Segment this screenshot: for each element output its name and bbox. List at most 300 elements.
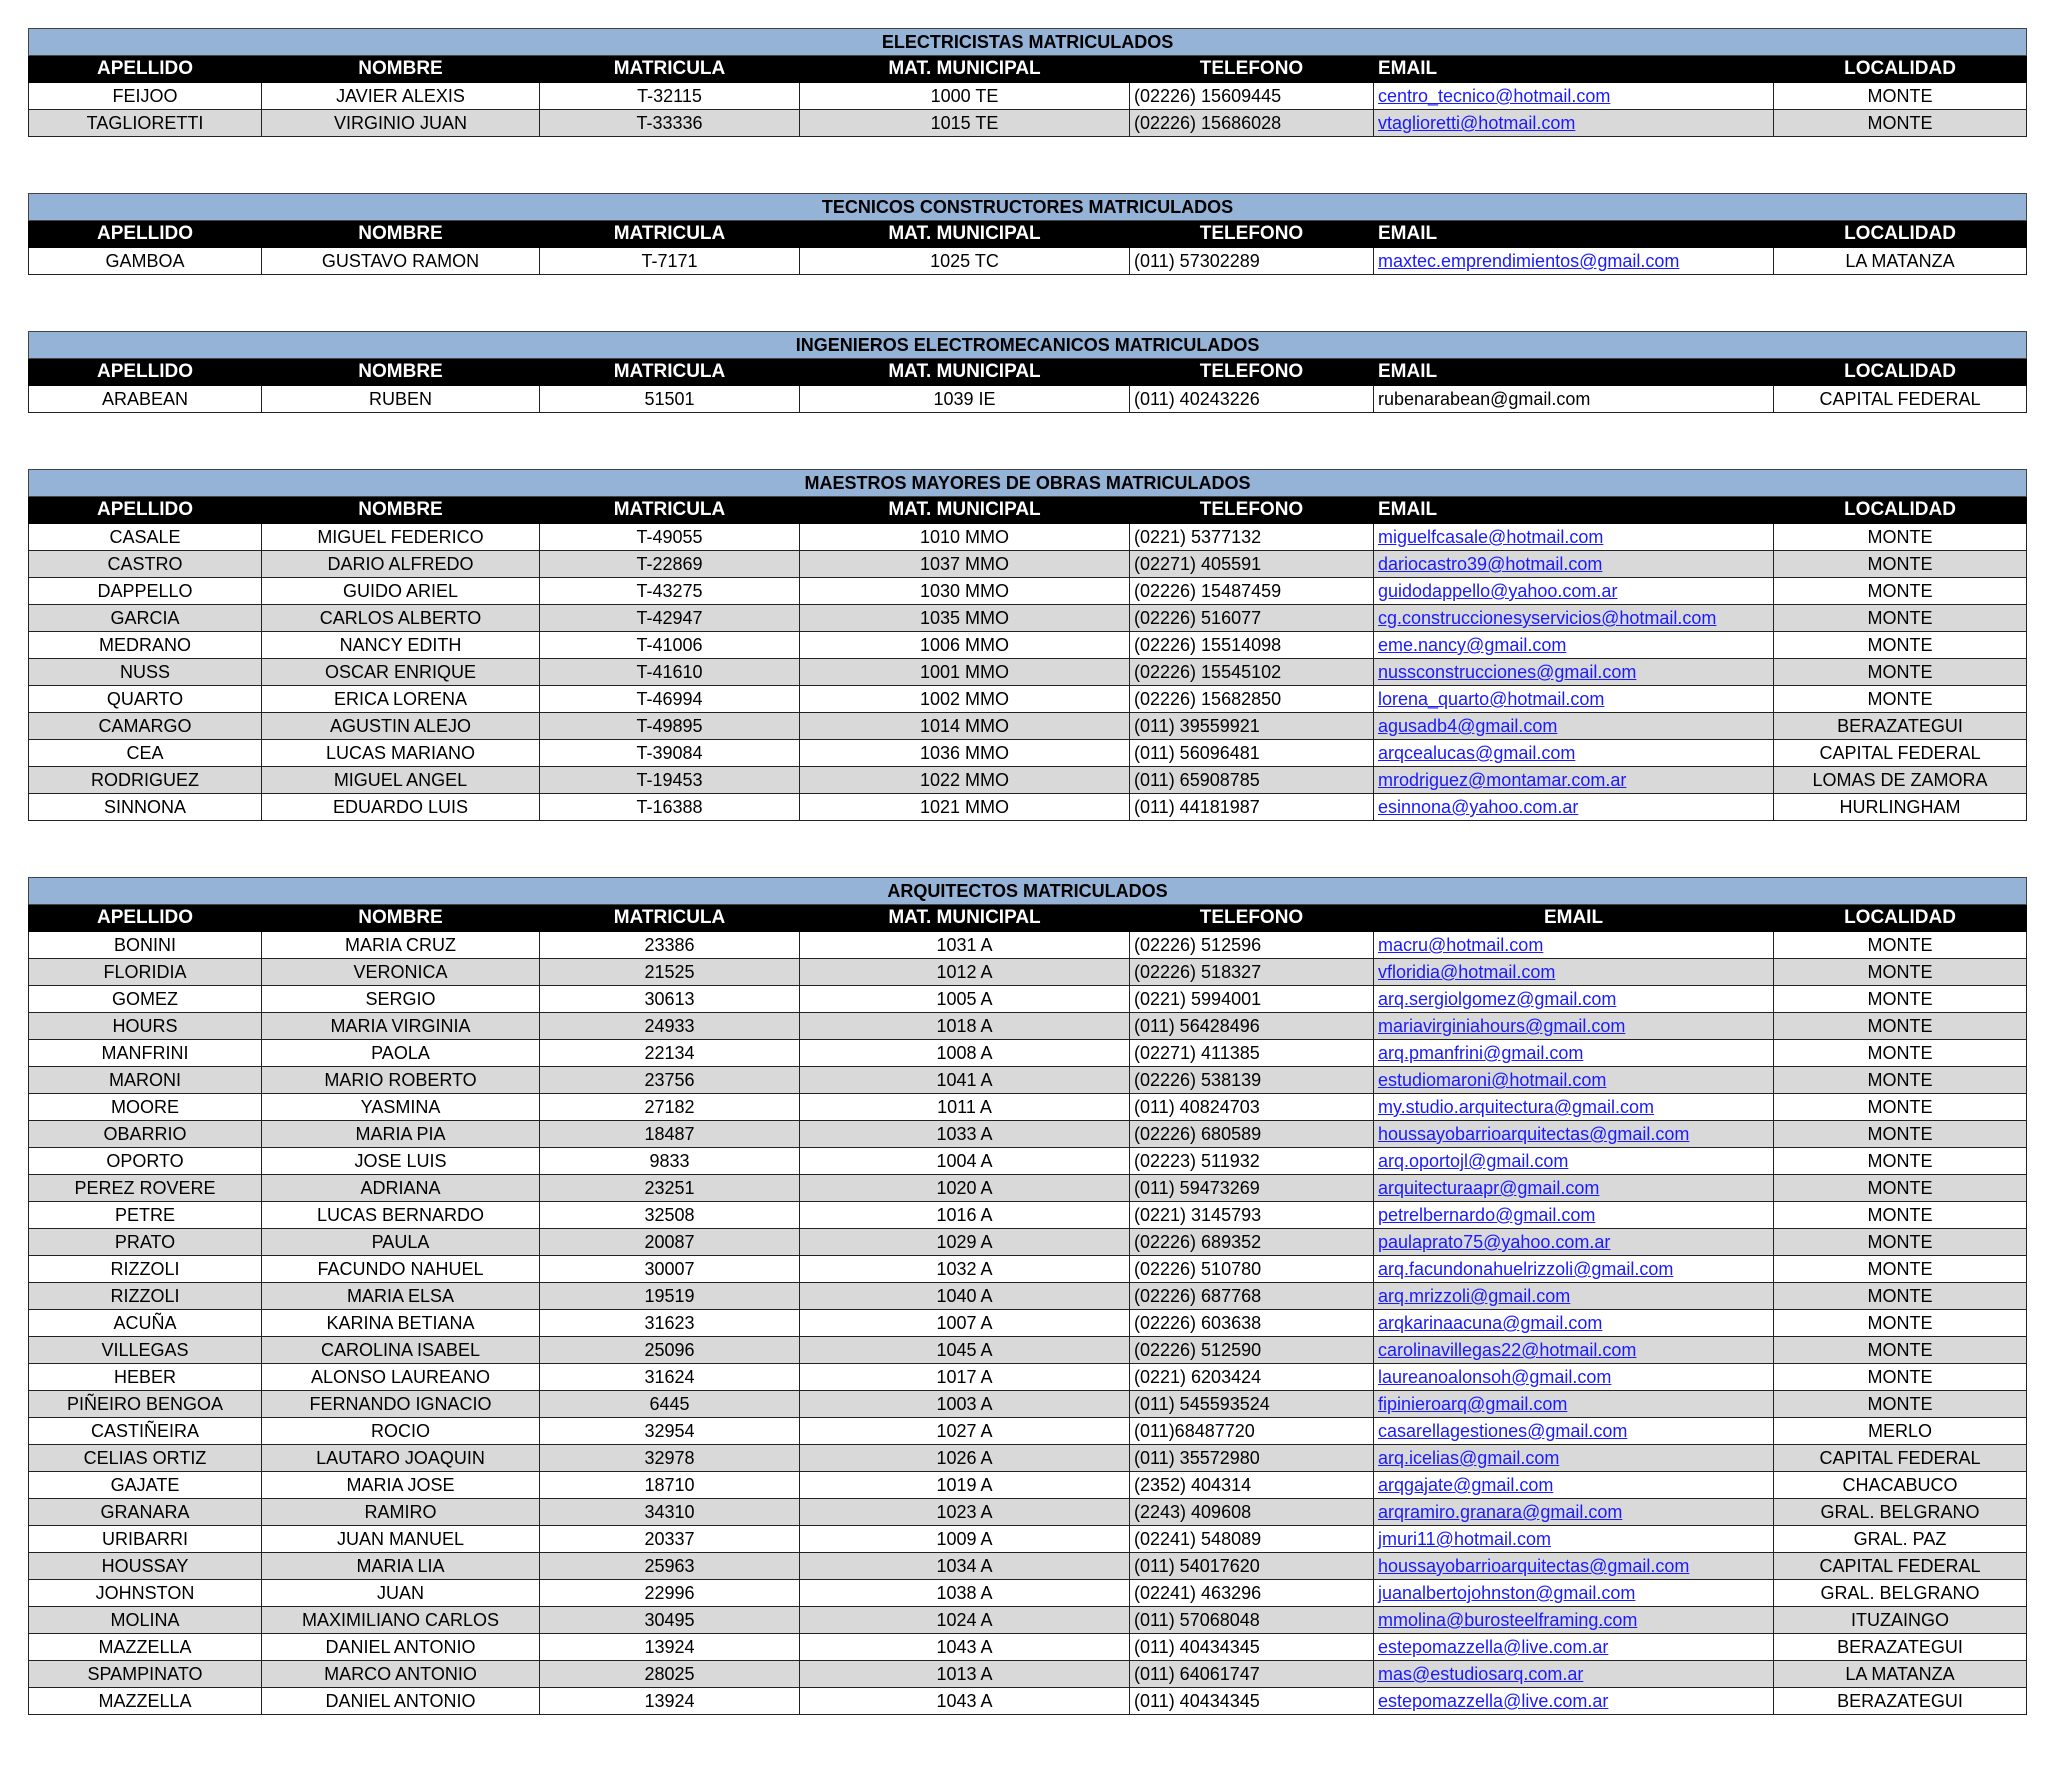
email-cell [1374,551,1774,578]
cell-apellido: MANFRINI [29,1040,262,1067]
cell-localidad: BERAZATEGUI [1774,1634,2027,1661]
cell-matricula: T-42947 [540,605,800,632]
cell-nombre: LUCAS BERNARDO [262,1202,540,1229]
cell-matricula: 20087 [540,1229,800,1256]
table-row [29,1661,2027,1688]
cell-nombre: FACUNDO NAHUEL [262,1256,540,1283]
table-row [29,1553,2027,1580]
email-cell [1374,1040,1774,1067]
email-link[interactable]: my.studio.arquitectura@gmail.com [1378,1097,1655,1117]
table-row [29,551,2027,578]
cell-nombre: PAULA [262,1229,540,1256]
email-cell [1374,248,1774,275]
column-header-matricula: MATRICULA [540,497,800,524]
cell-matricula: 22996 [540,1580,800,1607]
table-row [29,1283,2027,1310]
cell-matricula: T-7171 [540,248,800,275]
email-link[interactable]: arq.icelias@gmail.com [1378,1448,1560,1468]
cell-mat-municipal: 1024 A [800,1607,1130,1634]
cell-apellido: VILLEGAS [29,1337,262,1364]
cell-telefono: (02226) 689352 [1130,1229,1374,1256]
email-link[interactable]: nussconstrucciones@gmail.com [1378,662,1637,682]
column-header-nombre: NOMBRE [262,497,540,524]
cell-mat-municipal: 1021 MMO [800,794,1130,821]
cell-matricula: 34310 [540,1499,800,1526]
cell-telefono: (011) 57302289 [1130,248,1374,275]
cell-apellido: HOUSSAY [29,1553,262,1580]
cell-matricula: 23386 [540,932,800,959]
cell-apellido: CASTRO [29,551,262,578]
cell-matricula: 19519 [540,1283,800,1310]
cell-localidad: MONTE [1774,1202,2027,1229]
cell-apellido: DAPPELLO [29,578,262,605]
email-link[interactable]: mariavirginiahours@gmail.com [1378,1016,1626,1036]
column-header-telefono: TELEFONO [1130,56,1374,83]
table-row [29,740,2027,767]
email-link[interactable]: juanalbertojohnston@gmail.com [1378,1583,1636,1603]
cell-apellido: TAGLIORETTI [29,110,262,137]
column-header-localidad: LOCALIDAD [1774,905,2027,932]
registry-table [28,28,2027,137]
cell-mat-municipal: 1031 A [800,932,1130,959]
column-header-apellido: APELLIDO [29,359,262,386]
cell-mat-municipal: 1027 A [800,1418,1130,1445]
cell-matricula: T-46994 [540,686,800,713]
cell-telefono: (02226) 512590 [1130,1337,1374,1364]
cell-nombre: JAVIER ALEXIS [262,83,540,110]
cell-mat-municipal: 1033 A [800,1121,1130,1148]
email-link[interactable]: dariocastro39@hotmail.com [1378,554,1603,574]
cell-telefono: (02226) 680589 [1130,1121,1374,1148]
cell-mat-municipal: 1035 MMO [800,605,1130,632]
email-cell [1374,1472,1774,1499]
cell-telefono: (011) 64061747 [1130,1661,1374,1688]
cell-apellido: GAMBOA [29,248,262,275]
cell-apellido: OBARRIO [29,1121,262,1148]
email-cell [1374,1445,1774,1472]
email-link[interactable]: macru@hotmail.com [1378,935,1544,955]
email-link[interactable]: houssayobarrioarquitectas@gmail.com [1378,1124,1690,1144]
column-header-apellido: APELLIDO [29,905,262,932]
cell-matricula: 24933 [540,1013,800,1040]
cell-apellido: SINNONA [29,794,262,821]
cell-nombre: KARINA BETIANA [262,1310,540,1337]
cell-mat-municipal: 1015 TE [800,110,1130,137]
cell-localidad: MONTE [1774,1337,2027,1364]
cell-localidad: MONTE [1774,605,2027,632]
cell-mat-municipal: 1032 A [800,1256,1130,1283]
email-link[interactable]: paulaprato75@yahoo.com.ar [1378,1232,1611,1252]
email-cell [1374,794,1774,821]
cell-matricula: 13924 [540,1688,800,1715]
cell-localidad: MONTE [1774,1040,2027,1067]
cell-apellido: MOORE [29,1094,262,1121]
column-header-email: EMAIL [1374,359,1774,386]
cell-localidad: CHACABUCO [1774,1472,2027,1499]
cell-matricula: T-19453 [540,767,800,794]
cell-localidad: MONTE [1774,959,2027,986]
table-row [29,986,2027,1013]
cell-localidad: GRAL. BELGRANO [1774,1580,2027,1607]
cell-matricula: 31623 [540,1310,800,1337]
cell-localidad: MONTE [1774,83,2027,110]
cell-telefono: (011) 56096481 [1130,740,1374,767]
cell-telefono: (011) 39559921 [1130,713,1374,740]
email-link[interactable]: arqkarinaacuna@gmail.com [1378,1313,1603,1333]
table-row [29,83,2027,110]
table-row [29,1337,2027,1364]
cell-nombre: MARIA ELSA [262,1283,540,1310]
email-link[interactable]: arq.oportojl@gmail.com [1378,1151,1569,1171]
column-header-nombre: NOMBRE [262,905,540,932]
table-row [29,713,2027,740]
cell-nombre: JOSE LUIS [262,1148,540,1175]
email-link[interactable]: arqgajate@gmail.com [1378,1475,1554,1495]
cell-localidad: MONTE [1774,1256,2027,1283]
cell-localidad: BERAZATEGUI [1774,1688,2027,1715]
column-header-matricula: MATRICULA [540,905,800,932]
cell-telefono: (2243) 409608 [1130,1499,1374,1526]
cell-telefono: (02226) 512596 [1130,932,1374,959]
cell-matricula: 18710 [540,1472,800,1499]
cell-telefono: (0221) 3145793 [1130,1202,1374,1229]
cell-telefono: (02226) 603638 [1130,1310,1374,1337]
cell-nombre: ALONSO LAUREANO [262,1364,540,1391]
email-cell [1374,605,1774,632]
email-link[interactable]: esinnona@yahoo.com.ar [1378,797,1579,817]
email-link[interactable]: arq.facundonahuelrizzoli@gmail.com [1378,1259,1674,1279]
email-link[interactable]: arqcealucas@gmail.com [1378,743,1576,763]
cell-localidad: MONTE [1774,1175,2027,1202]
column-header-telefono: TELEFONO [1130,359,1374,386]
cell-telefono: (011) 545593524 [1130,1391,1374,1418]
table-row [29,1445,2027,1472]
section-title: ARQUITECTOS MATRICULADOS [29,878,2027,905]
email-link[interactable]: estepomazzella@live.com.ar [1378,1637,1609,1657]
cell-nombre: JUAN [262,1580,540,1607]
email-cell [1374,659,1774,686]
email-link[interactable]: petrelbernardo@gmail.com [1378,1205,1596,1225]
cell-matricula: 22134 [540,1040,800,1067]
email-link[interactable]: lorena_quarto@hotmail.com [1378,689,1605,709]
cell-telefono: (02226) 516077 [1130,605,1374,632]
column-header-email: EMAIL [1374,56,1774,83]
cell-apellido: CASALE [29,524,262,551]
email-cell [1374,386,1774,413]
column-header-apellido: APELLIDO [29,497,262,524]
email-link[interactable]: cg.construccionesyservicios@hotmail.com [1378,608,1717,628]
table-row [29,248,2027,275]
email-link[interactable]: estepomazzella@live.com.ar [1378,1691,1609,1711]
cell-nombre: MARIA JOSE [262,1472,540,1499]
table-row [29,659,2027,686]
table-row [29,1607,2027,1634]
cell-telefono: (02226) 15514098 [1130,632,1374,659]
cell-localidad: CAPITAL FEDERAL [1774,1553,2027,1580]
table-row [29,1499,2027,1526]
email-cell [1374,1688,1774,1715]
cell-localidad: LOMAS DE ZAMORA [1774,767,2027,794]
cell-matricula: 51501 [540,386,800,413]
email-cell [1374,632,1774,659]
cell-nombre: VERONICA [262,959,540,986]
email-cell [1374,1202,1774,1229]
email-cell [1374,110,1774,137]
cell-nombre: VIRGINIO JUAN [262,110,540,137]
cell-nombre: JUAN MANUEL [262,1526,540,1553]
email-cell [1374,524,1774,551]
cell-matricula: 23756 [540,1067,800,1094]
cell-localidad: MONTE [1774,659,2027,686]
cell-matricula: 21525 [540,959,800,986]
email-link[interactable]: houssayobarrioarquitectas@gmail.com [1378,1556,1690,1576]
cell-telefono: (0221) 5994001 [1130,986,1374,1013]
cell-telefono: (02226) 15545102 [1130,659,1374,686]
table-row [29,932,2027,959]
cell-matricula: 30495 [540,1607,800,1634]
email-cell [1374,1391,1774,1418]
cell-localidad: MONTE [1774,1148,2027,1175]
cell-apellido: SPAMPINATO [29,1661,262,1688]
cell-nombre: PAOLA [262,1040,540,1067]
cell-localidad: MONTE [1774,524,2027,551]
cell-telefono: (02241) 548089 [1130,1526,1374,1553]
cell-telefono: (02226) 15686028 [1130,110,1374,137]
cell-localidad: GRAL. BELGRANO [1774,1499,2027,1526]
email-link[interactable]: laureanoalonsoh@gmail.com [1378,1367,1612,1387]
cell-nombre: NANCY EDITH [262,632,540,659]
cell-mat-municipal: 1011 A [800,1094,1130,1121]
cell-nombre: ADRIANA [262,1175,540,1202]
cell-mat-municipal: 1043 A [800,1634,1130,1661]
cell-nombre: GUSTAVO RAMON [262,248,540,275]
table-row [29,1526,2027,1553]
cell-telefono: (02226) 15609445 [1130,83,1374,110]
email-cell [1374,1418,1774,1445]
table-row [29,524,2027,551]
cell-apellido: FLORIDIA [29,959,262,986]
cell-matricula: 27182 [540,1094,800,1121]
cell-localidad: GRAL. PAZ [1774,1526,2027,1553]
email-link[interactable]: miguelfcasale@hotmail.com [1378,527,1604,547]
email-cell [1374,1553,1774,1580]
cell-nombre: MARCO ANTONIO [262,1661,540,1688]
cell-localidad: MONTE [1774,1121,2027,1148]
cell-nombre: DARIO ALFREDO [262,551,540,578]
cell-nombre: DANIEL ANTONIO [262,1634,540,1661]
cell-nombre: OSCAR ENRIQUE [262,659,540,686]
cell-localidad: MONTE [1774,1094,2027,1121]
cell-nombre: RUBEN [262,386,540,413]
cell-nombre: CARLOS ALBERTO [262,605,540,632]
table-row [29,1067,2027,1094]
cell-apellido: PIÑEIRO BENGOA [29,1391,262,1418]
cell-matricula: 20337 [540,1526,800,1553]
email-link[interactable]: agusadb4@gmail.com [1378,716,1558,736]
email-cell [1374,1310,1774,1337]
cell-nombre: MARIA LIA [262,1553,540,1580]
email-link[interactable]: fipinieroarq@gmail.com [1378,1394,1568,1414]
email-link[interactable]: mas@estudiosarq.com.ar [1378,1664,1584,1684]
cell-localidad: MONTE [1774,578,2027,605]
table-row [29,1256,2027,1283]
section-title: MAESTROS MAYORES DE OBRAS MATRICULADOS [29,470,2027,497]
cell-telefono: (011)68487720 [1130,1418,1374,1445]
cell-apellido: HOURS [29,1013,262,1040]
table-row [29,794,2027,821]
cell-localidad: MERLO [1774,1418,2027,1445]
email-link[interactable]: vfloridia@hotmail.com [1378,962,1556,982]
cell-apellido: NUSS [29,659,262,686]
cell-apellido: MAZZELLA [29,1634,262,1661]
cell-apellido: OPORTO [29,1148,262,1175]
cell-localidad: MONTE [1774,1283,2027,1310]
email-cell [1374,1094,1774,1121]
section-title: ELECTRICISTAS MATRICULADOS [29,29,2027,56]
cell-localidad: MONTE [1774,986,2027,1013]
cell-matricula: T-32115 [540,83,800,110]
email-link[interactable]: centro_tecnico@hotmail.com [1378,86,1611,106]
section-title: INGENIEROS ELECTROMECANICOS MATRICULADOS [29,332,2027,359]
column-header-telefono: TELEFONO [1130,497,1374,524]
column-header-mat-municipal: MAT. MUNICIPAL [800,497,1130,524]
cell-mat-municipal: 1037 MMO [800,551,1130,578]
cell-mat-municipal: 1036 MMO [800,740,1130,767]
email-cell [1374,1364,1774,1391]
cell-apellido: URIBARRI [29,1526,262,1553]
table-row [29,1364,2027,1391]
email-link[interactable]: arq.pmanfrini@gmail.com [1378,1043,1584,1063]
email-cell [1374,686,1774,713]
cell-telefono: (011) 35572980 [1130,1445,1374,1472]
email-cell [1374,1661,1774,1688]
cell-mat-municipal: 1026 A [800,1445,1130,1472]
email-link[interactable]: mrodriguez@montamar.com.ar [1378,770,1627,790]
email-link[interactable]: guidodappello@yahoo.com.ar [1378,581,1618,601]
cell-nombre: DANIEL ANTONIO [262,1688,540,1715]
email-link[interactable]: arqramiro.granara@gmail.com [1378,1502,1623,1522]
cell-telefono: (02226) 15487459 [1130,578,1374,605]
email-link[interactable]: vtaglioretti@hotmail.com [1378,113,1576,133]
email-cell [1374,713,1774,740]
cell-apellido: MAZZELLA [29,1688,262,1715]
cell-telefono: (02226) 518327 [1130,959,1374,986]
registry-table [28,469,2027,821]
cell-telefono: (011) 56428496 [1130,1013,1374,1040]
email-cell [1374,1607,1774,1634]
email-text: rubenarabean@gmail.com [1378,389,1591,409]
registry-tables [28,28,2026,1771]
cell-nombre: MIGUEL ANGEL [262,767,540,794]
email-link[interactable]: arquitecturaapr@gmail.com [1378,1178,1600,1198]
cell-apellido: JOHNSTON [29,1580,262,1607]
column-header-localidad: LOCALIDAD [1774,497,2027,524]
cell-matricula: 32978 [540,1445,800,1472]
cell-telefono: (02271) 405591 [1130,551,1374,578]
cell-matricula: 30007 [540,1256,800,1283]
column-header-email: EMAIL [1374,905,1774,932]
email-cell [1374,1580,1774,1607]
cell-matricula: T-49055 [540,524,800,551]
cell-matricula: 6445 [540,1391,800,1418]
email-link[interactable]: maxtec.emprendimientos@gmail.com [1378,251,1680,271]
cell-telefono: (011) 59473269 [1130,1175,1374,1202]
cell-mat-municipal: 1001 MMO [800,659,1130,686]
cell-matricula: 31624 [540,1364,800,1391]
cell-mat-municipal: 1029 A [800,1229,1130,1256]
cell-mat-municipal: 1025 TC [800,248,1130,275]
email-cell [1374,1634,1774,1661]
cell-apellido: RODRIGUEZ [29,767,262,794]
cell-apellido: QUARTO [29,686,262,713]
email-cell [1374,986,1774,1013]
email-cell [1374,959,1774,986]
cell-apellido: MOLINA [29,1607,262,1634]
email-link[interactable]: arq.mrizzoli@gmail.com [1378,1286,1571,1306]
cell-telefono: (011) 40434345 [1130,1688,1374,1715]
cell-apellido: GARCIA [29,605,262,632]
cell-localidad: MONTE [1774,1229,2027,1256]
table-row [29,578,2027,605]
cell-matricula: T-41006 [540,632,800,659]
cell-apellido: ACUÑA [29,1310,262,1337]
cell-telefono: (011) 44181987 [1130,794,1374,821]
cell-nombre: MARIA PIA [262,1121,540,1148]
table-row [29,1175,2027,1202]
table-row [29,1418,2027,1445]
cell-localidad: CAPITAL FEDERAL [1774,386,2027,413]
cell-apellido: GOMEZ [29,986,262,1013]
cell-telefono: (02226) 687768 [1130,1283,1374,1310]
cell-localidad: MONTE [1774,632,2027,659]
email-cell [1374,1013,1774,1040]
cell-telefono: (0221) 6203424 [1130,1364,1374,1391]
cell-apellido: CASTIÑEIRA [29,1418,262,1445]
cell-apellido: MARONI [29,1067,262,1094]
email-link[interactable]: mmolina@burosteelframing.com [1378,1610,1638,1630]
column-header-matricula: MATRICULA [540,56,800,83]
cell-telefono: (02226) 15682850 [1130,686,1374,713]
cell-telefono: (02226) 538139 [1130,1067,1374,1094]
cell-telefono: (2352) 404314 [1130,1472,1374,1499]
table-row [29,1310,2027,1337]
column-header-telefono: TELEFONO [1130,221,1374,248]
email-link[interactable]: carolinavillegas22@hotmail.com [1378,1340,1637,1360]
cell-mat-municipal: 1014 MMO [800,713,1130,740]
cell-apellido: PETRE [29,1202,262,1229]
cell-mat-municipal: 1003 A [800,1391,1130,1418]
cell-localidad: MONTE [1774,1391,2027,1418]
cell-matricula: T-16388 [540,794,800,821]
email-link[interactable]: jmuri11@hotmail.com [1378,1529,1551,1549]
cell-localidad: MONTE [1774,110,2027,137]
cell-matricula: 13924 [540,1634,800,1661]
cell-mat-municipal: 1022 MMO [800,767,1130,794]
email-link[interactable]: eme.nancy@gmail.com [1378,635,1567,655]
email-link[interactable]: estudiomaroni@hotmail.com [1378,1070,1607,1090]
email-cell [1374,1256,1774,1283]
table-row [29,605,2027,632]
email-link[interactable]: arq.sergiolgomez@gmail.com [1378,989,1617,1009]
cell-localidad: MONTE [1774,1310,2027,1337]
cell-mat-municipal: 1038 A [800,1580,1130,1607]
email-link[interactable]: casarellagestiones@gmail.com [1378,1421,1628,1441]
cell-mat-municipal: 1040 A [800,1283,1130,1310]
email-cell [1374,1283,1774,1310]
cell-telefono: (02226) 510780 [1130,1256,1374,1283]
cell-mat-municipal: 1002 MMO [800,686,1130,713]
email-cell [1374,1148,1774,1175]
